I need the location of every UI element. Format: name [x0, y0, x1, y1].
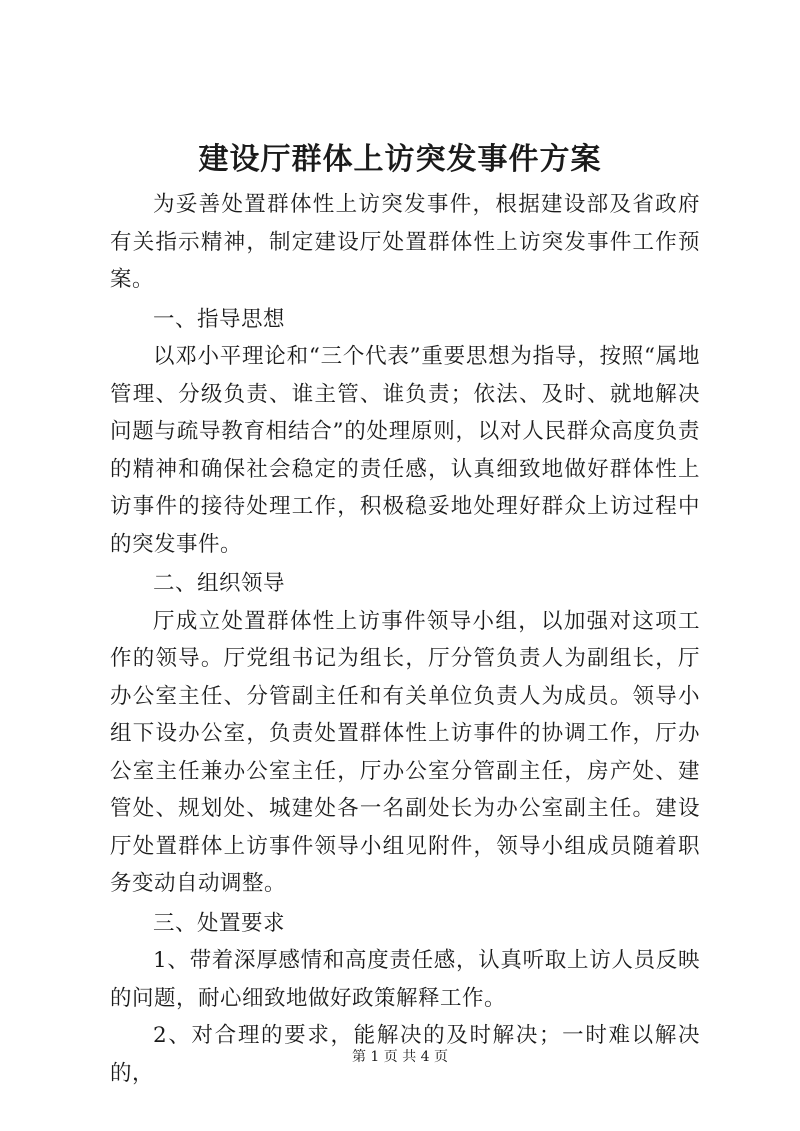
paragraph-intro: 为妥善处置群体性上访突发事件，根据建设部及省政府有关指示精神，制定建设厅处置群体性上访突发事件工作预案。 [110, 192, 700, 292]
page-footer: 第 1 页 共 4 页 [351, 1049, 449, 1065]
paragraph-requirement-1: 1、带着深厚感情和高度责任感，认真听取上访人员反映的问题，耐心细致地做好政策解释工作。 [110, 948, 700, 1011]
document-title: 建设厅群体上访突发事件方案 [198, 142, 602, 177]
paragraph-requirement-2: 2、对合理的要求，能解决的及时解决；一时难以解决的， [110, 1023, 700, 1086]
document-body [110, 186, 700, 1092]
section-heading-guiding-ideology: 一、指导思想 [153, 306, 286, 332]
section-heading-organization: 二、组织领导 [153, 571, 286, 596]
paragraph-guiding-ideology: 以邓小平理论和“三个代表”重要思想为指导，按照“属地管理、分级负责、谁主管、谁负责；依法、及时、就地解决问题与疏导教育相结合”的处理原则，以对人民群众高度负责的精神和确保社会稳定的责任感，认真细致地做好群体性上访事件的接待处理工作，积极稳妥地处理好群众上访过程中的突发事件。 [110, 344, 700, 557]
paragraph-organization: 厅成立处置群体性上访事件领导小组，以加强对这项工作的领导。厅党组书记为组长，厅分管负责人为副组长，厅办公室主任、分管副主任和有关单位负责人为成员。领导小组下设办公室，负责处置群体性上访事件的协调工作，厅办公室主任兼办公室主任，厅办公室分管副主任，房产处、建管处、规划处、城建处各一名副处长为办公室副主任。建设厅处置群体上访事件领导小组见附件，领导小组成员随着职务变动自动调整。 [110, 608, 700, 896]
section-heading-requirements: 三、处置要求 [153, 910, 286, 936]
